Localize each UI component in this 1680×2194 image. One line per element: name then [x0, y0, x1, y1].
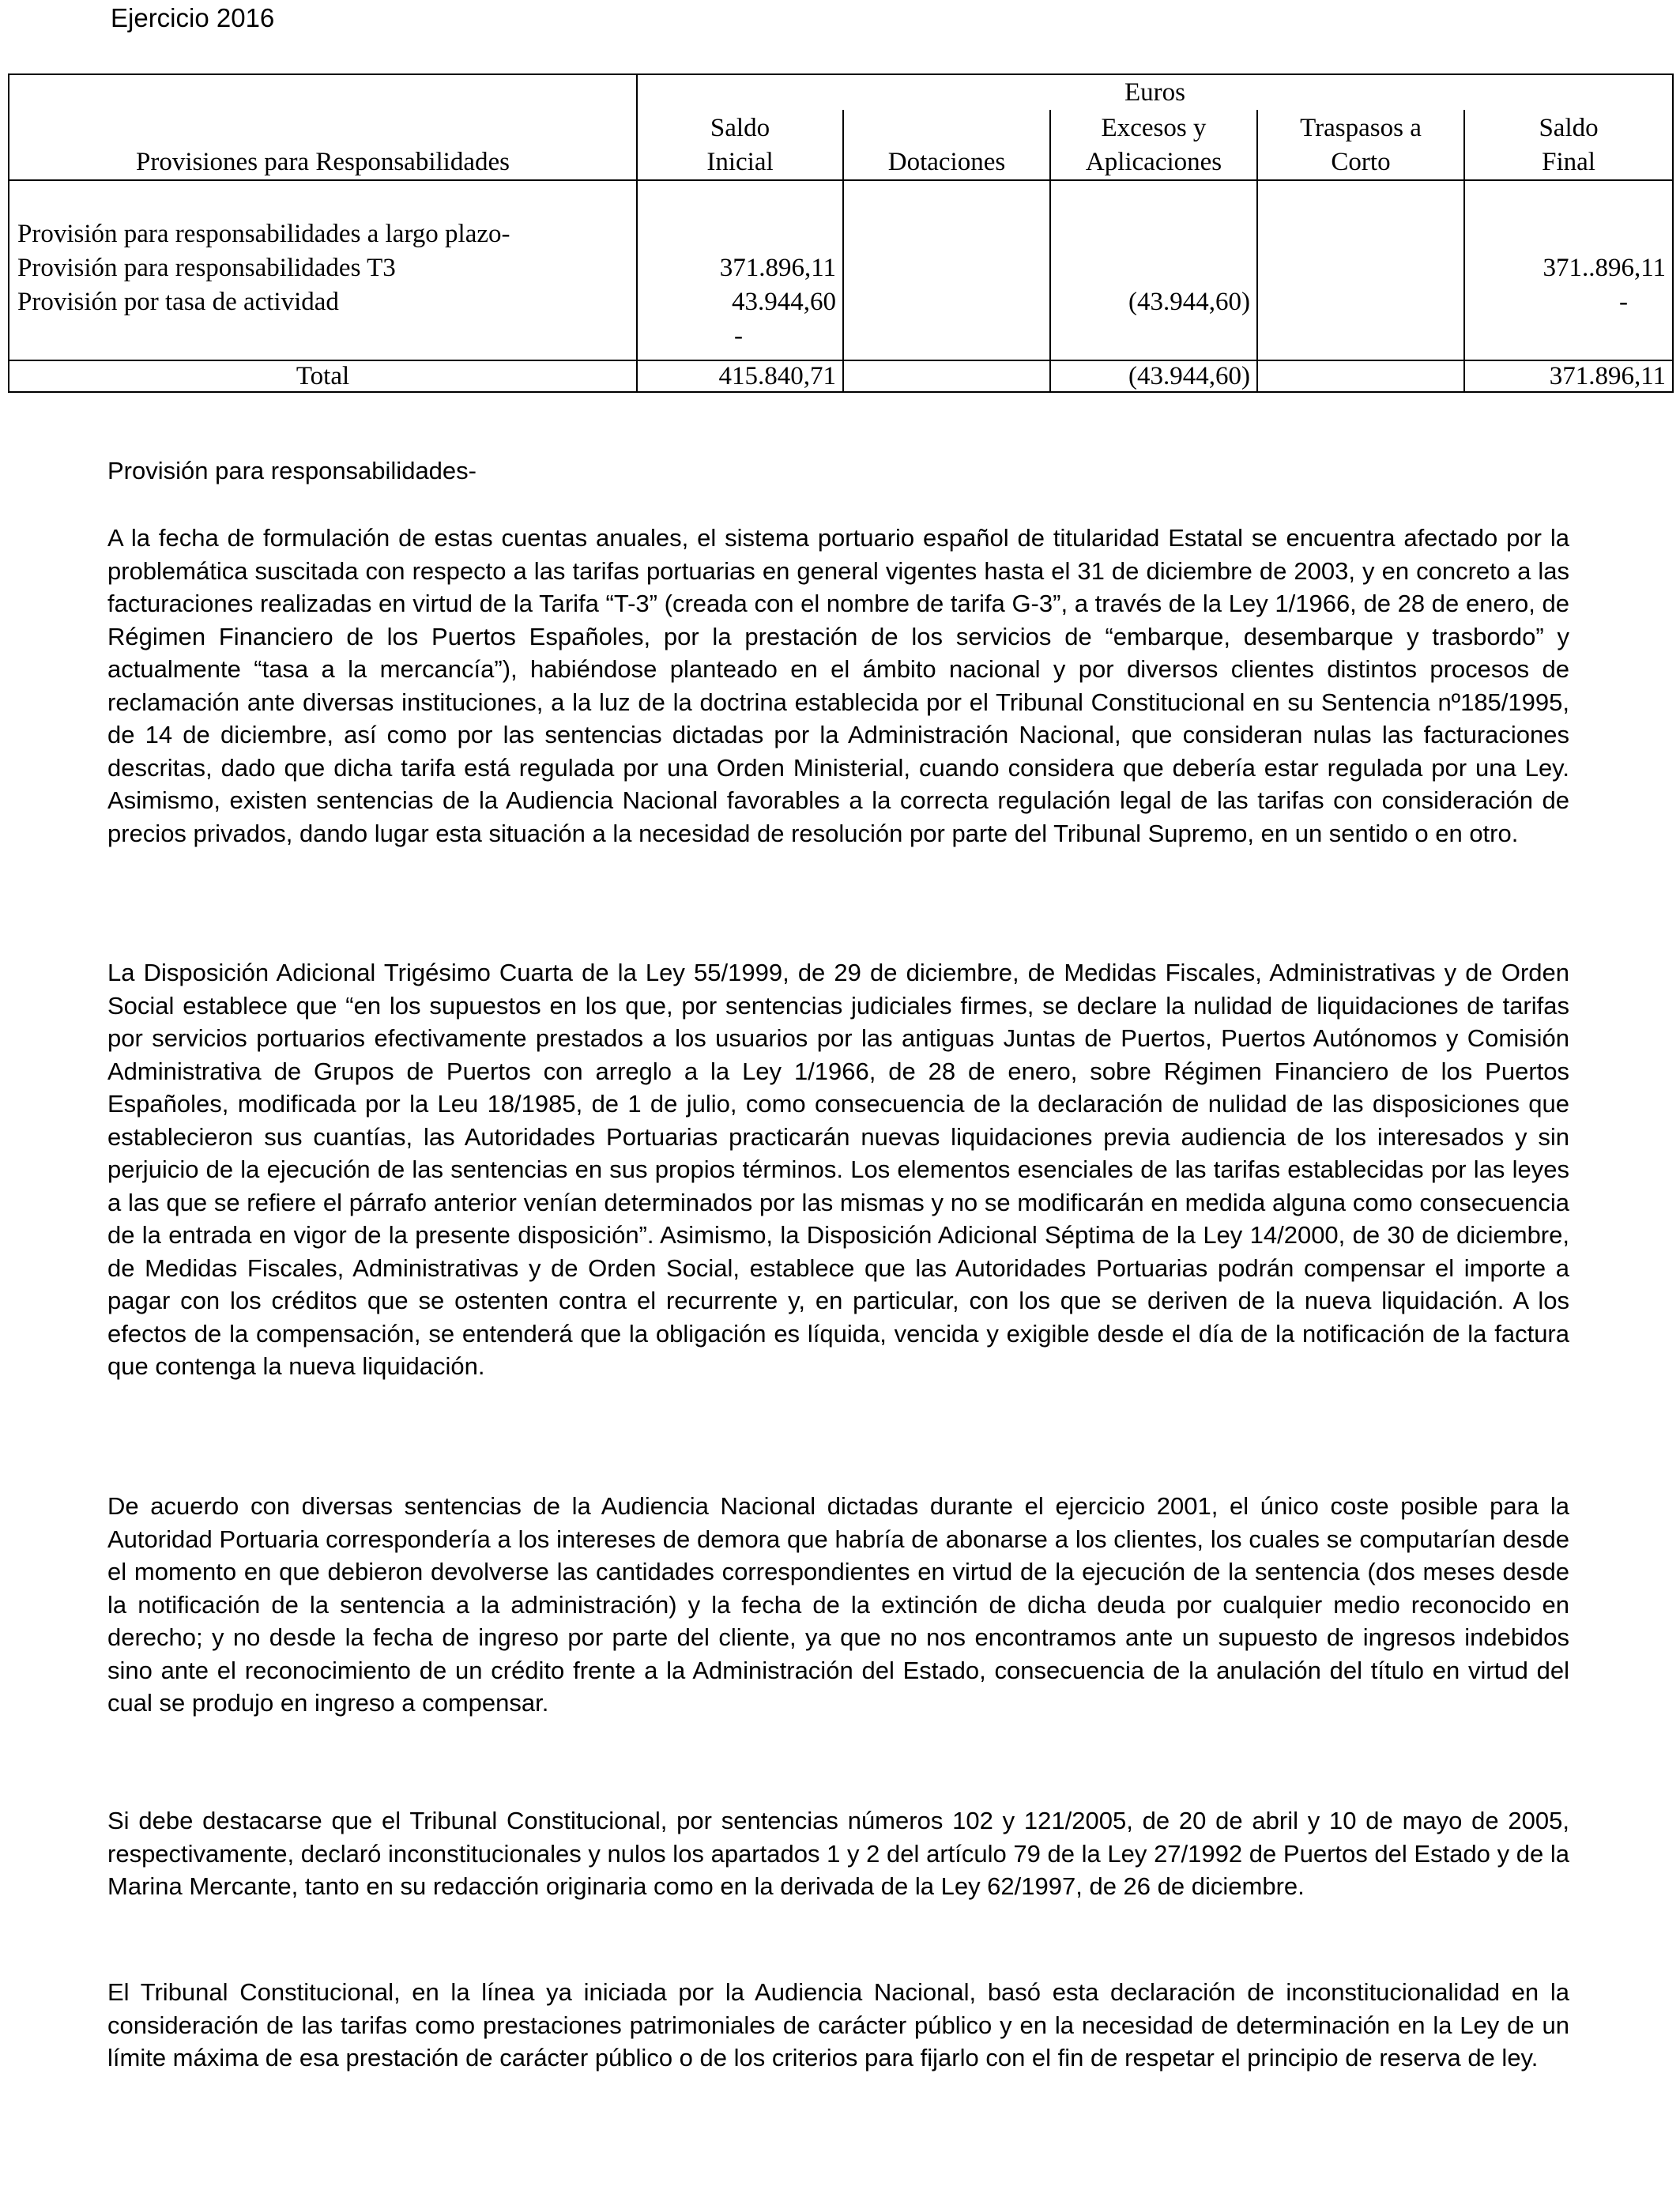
paragraph-4: Si debe destacarse que el Tribunal Constitucional, por sentencias números 102 y 121/2005, de 20 de abril y 10 de mayo de 2005, respectivamente, declaró inconstitucionales y nulos los apartados 1 y 2 del artículo 79 de la Ley 27/1992 de Puertos del Estado y de la Marina Mercante, tanto en su redacción originaria como en la derivada de la Ley 62/1997, de 26 de diciembre.: [107, 1807, 1569, 1900]
currency-header: Euros: [637, 74, 1673, 110]
provisions-table: [8, 74, 1674, 393]
paragraph-2: La Disposición Adicional Trigésimo Cuarta de la Ley 55/1999, de 29 de diciembre, de Medidas Fiscales, Administrativas y de Orden Social establece que “en los supuestos en los que, por sentencias judiciales firmes, se declare la nulidad de liquidaciones de tarifas por servicios portuarios efectivamente prestados a los usuarios por las antiguas Juntas de Puertos, Puertos Autónomos y Comisión Administrativa de Grupos de Puertos con arreglo a la Ley 1/1966, de 28 de enero, sobre Régimen Financiero de los Puertos Españoles, modificada por la Leu 18/1985, de 1 de julio, como consecuencia de la declaración de nulidad de las disposiciones que establecieron sus cuantías, las Autoridades Portuarias practicarán nuevas liquidaciones previa audiencia de los interesados y sin perjuicio de la ejecución de las sentencias en sus propios términos. Los elementos esenciales de las tarifas establecidas por las leyes a las que se refiere el párrafo anterior venían determinados por las mismas y no se modificarán en medida alguna como consecuencia de la entrada en vigor de la presente disposición”. Asimismo, la Disposición Adicional Séptima de la Ley 14/2000, de 30 de diciembre, de Medidas Fiscales, Administrativas y de Orden Social, establece que las Autoridades Portuarias podrán compensar el importe a pagar con los créditos que se ostenten contra el recurrente y, en particular, con los que se deriven de la nueva liquidación. A los efectos de la compensación, se entenderá que la obligación es líquida, vencida y exigible desde el día de la notificación de la factura que contenga la nueva liquidación.: [107, 959, 1569, 1380]
col-saldo-final: [1464, 180, 1673, 360]
col-header-dotaciones: Dotaciones: [843, 110, 1050, 180]
section-heading: Provisión para responsabilidades-: [107, 457, 477, 484]
col-saldo-inicial: [637, 180, 843, 360]
table-cell: 43.944,60: [732, 288, 836, 316]
table-cell: -: [734, 322, 743, 350]
table-cell: 371.896,11: [1464, 360, 1673, 392]
col-dotaciones: [843, 180, 1050, 360]
col-traspasos: [1257, 180, 1464, 360]
table-cell: 371..896,11: [1543, 254, 1667, 282]
table-cell: (43.944,60): [1128, 288, 1250, 316]
table-cell: [1257, 360, 1464, 392]
table-row-label: Provisión para responsabilidades T3: [17, 254, 396, 282]
col-header-saldo-final: Saldo Final: [1464, 110, 1673, 180]
table-row-label: Provisión por tasa de actividad: [17, 288, 339, 316]
col-header-traspasos: Traspasos a Corto: [1257, 110, 1464, 180]
total-label: Total: [9, 360, 637, 392]
paragraph-1: A la fecha de formulación de estas cuentas anuales, el sistema portuario español de titularidad Estatal se encuentra afectado por la problemática suscitada con respecto a las tarifas portuarias en general vigentes hasta el 31 de diciembre de 2003, y en concreto a las facturaciones realizadas en virtud de la Tarifa “T-3” (creada con el nombre de tarifa G-3”, a través de la Ley 1/1966, de 28 de enero, de Régimen Financiero de los Puertos Españoles, por la prestación de los servicios de “embarque, desembarque y trasbordo” y actualmente “tasa a la mercancía”), habiéndose planteado en el ámbito nacional y por diversos clientes distintos procesos de reclamación ante diversas instituciones, a la luz de la doctrina establecida por el Tribunal Constitucional en su Sentencia nº185/1995, de 14 de diciembre, así como por las sentencias dictadas por la Administración Nacional, que consideran nulas las facturaciones descritas, dado que dicha tarifa está regulada por una Orden Ministerial, cuando considera que debería estar regulada por una Ley. Asimismo, existen sentencias de la Audiencia Nacional favorables a la correcta regulación legal de las tarifas con consideración de precios privados, dando lugar esta situación a la necesidad de resolución por parte del Tribunal Supremo, en un sentido o en otro.: [107, 524, 1569, 847]
table-cell: 371.896,11: [719, 254, 836, 282]
table-row-label: Provisión para responsabilidades a largo plazo-: [17, 220, 510, 248]
page-title: Ejercicio 2016: [111, 3, 275, 32]
row-labels: [9, 180, 637, 360]
col-header-saldo-inicial: Saldo Inicial: [637, 110, 843, 180]
col-header-excesos: Excesos y Aplicaciones: [1050, 110, 1257, 180]
table-cell: -: [1619, 288, 1629, 316]
table-cell: [843, 360, 1050, 392]
paragraph-3: De acuerdo con diversas sentencias de la Audiencia Nacional dictadas durante el ejercicio 2001, el único coste posible para la Autoridad Portuaria correspondería a los intereses de demora que habría de abonarse a los clientes, los cuales se computarían desde el momento en que debieron devolverse las cantidades correspondientes en virtud de la ejecución de la sentencia (dos meses desde la notificación de la sentencia a la administración) y la fecha de la extinción de dicha deuda por cualquier medio reconocido en derecho; y no desde la fecha de ingreso por parte del cliente, ya que no nos encontramos ante un supuesto de ingresos indebidos sino ante el reconocimiento de un crédito frente a la Administración del Estado, consecuencia de la anulación del título en virtud del cual se produjo en ingreso a compensar.: [107, 1492, 1569, 1717]
row-header: Provisiones para Responsabilidades: [9, 74, 637, 180]
table-cell: (43.944,60): [1050, 360, 1257, 392]
total-row: [9, 360, 1673, 392]
col-excesos: [1050, 180, 1257, 360]
table-cell: 415.840,71: [637, 360, 843, 392]
paragraph-5: El Tribunal Constitucional, en la línea ya iniciada por la Audiencia Nacional, basó esta declaración de inconstitucionalidad en la consideración de las tarifas como prestaciones patrimoniales de carácter público y en la necesidad de determinación en la Ley de un límite máxima de esa prestación de carácter público o de los criterios para fijarlo con el fin de respetar el principio de reserva de ley.: [107, 1978, 1569, 2071]
